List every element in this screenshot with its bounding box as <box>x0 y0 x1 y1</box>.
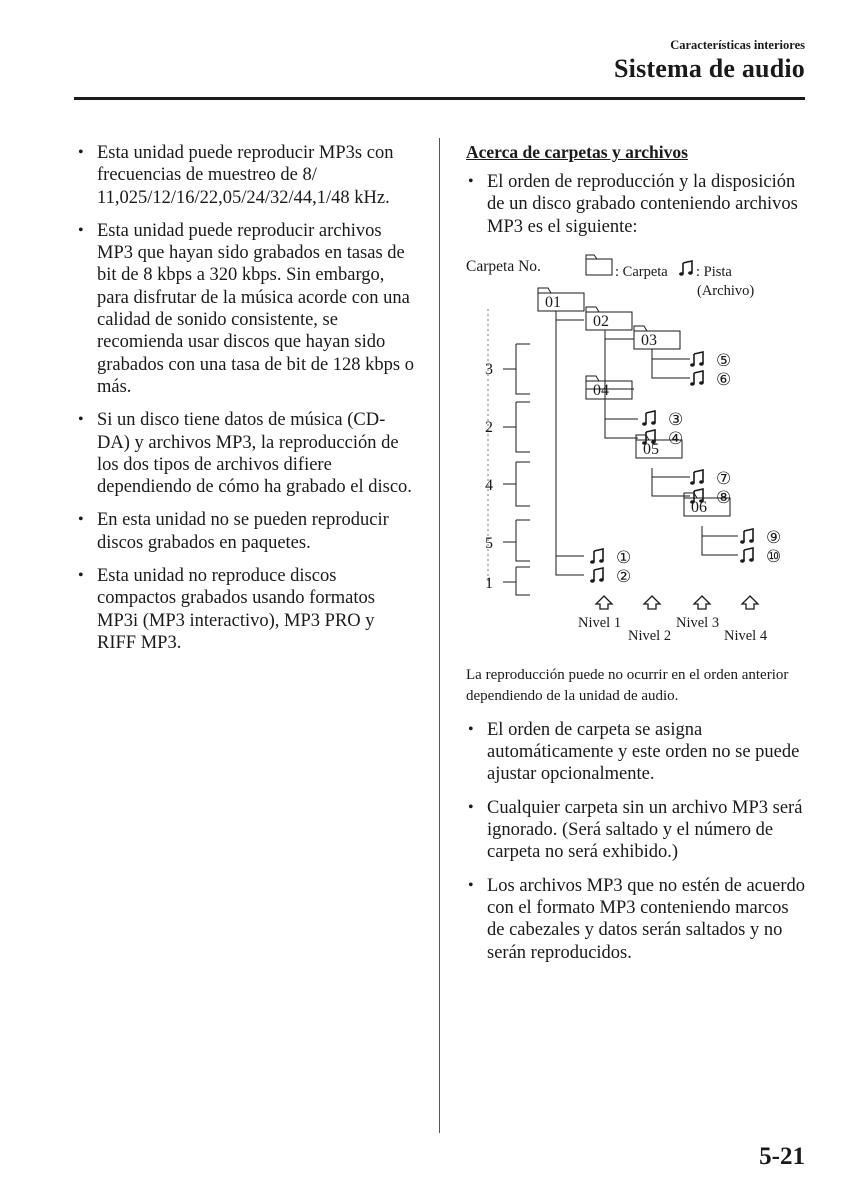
music-note-icon <box>740 548 754 563</box>
carpeta-no-label: Carpeta No. <box>466 257 541 275</box>
page-title: Sistema de audio <box>613 54 805 83</box>
level-arrow-icon <box>742 596 758 609</box>
section-heading: Acerca de carpetas y archivos <box>466 142 688 162</box>
music-note-icon <box>590 568 604 583</box>
bullet-text: Esta unidad no reproduce discos compactos grabados usando formatos MP3i (MP3 interactivo), MP3 PRO y RIFF MP3. <box>97 566 375 653</box>
list-item <box>76 565 418 654</box>
track-number: ⑤ <box>716 350 732 370</box>
level-label: Nivel 3 <box>676 614 720 631</box>
order-number: 1 <box>485 574 493 592</box>
bullet-icon: • <box>78 511 84 529</box>
left-bullet-list <box>76 142 418 654</box>
track-number: ⑨ <box>766 527 782 547</box>
music-note-icon <box>642 411 656 426</box>
level-label: Nivel 4 <box>724 627 768 644</box>
folder-number: 03 <box>641 331 657 349</box>
level-label: Nivel 1 <box>578 614 622 631</box>
bullet-text: Cualquier carpeta sin un archivo MP3 será ignorado. (Será saltado y el número de carpeta no será exhibido.) <box>487 797 803 863</box>
right-column <box>466 142 806 975</box>
bullet-icon: • <box>78 144 84 161</box>
list-item <box>466 797 806 864</box>
bullet-text: Los archivos MP3 que no estén de acuerdo con el formato MP3 conteniendo marcos de cabezales y datos serán saltados y no serán reproducidos. <box>487 875 806 963</box>
bullet-icon: • <box>78 567 84 585</box>
folder-number: 05 <box>643 440 659 458</box>
list-item <box>76 509 418 554</box>
music-note-icon <box>690 352 704 367</box>
list-item <box>466 719 806 786</box>
bullet-icon: • <box>78 411 84 429</box>
order-number: 5 <box>485 534 493 552</box>
bullet-text: En esta unidad no se pueden reproducir discos grabados en paquetes. <box>97 510 389 553</box>
page-number: 5-21 <box>759 1143 805 1170</box>
left-column <box>76 142 418 665</box>
bullet-text: Esta unidad puede reproducir archivos MP3 que hayan sido grabados en tasas de bit de 8 kbps a 320 kbps. Sin embargo, para disfrutar de la música acorde con una calidad de sonido consistente, se recomienda usar discos que hayan sido grabados con una tasa de bit de 128 kbps o más. <box>97 220 414 397</box>
legend-folder-label: : Carpeta <box>615 263 668 280</box>
track-number: ① <box>616 547 632 567</box>
bullet-icon: • <box>468 798 474 816</box>
folder-structure-diagram <box>466 249 806 659</box>
folder-number: 06 <box>691 498 707 516</box>
track-number: ⑧ <box>716 487 732 507</box>
section-title: Características interiores <box>670 38 805 52</box>
list-item <box>466 875 806 964</box>
level-arrow-icon <box>596 596 612 609</box>
column-divider <box>439 138 440 1133</box>
legend-track-note: (Archivo) <box>697 282 755 299</box>
track-number: ⑩ <box>766 546 782 566</box>
list-item <box>76 409 418 498</box>
bullet-text: El orden de carpeta se asigna automáticamente y este orden no se puede ajustar opcionalmente. <box>487 719 800 785</box>
track-number: ⑦ <box>716 468 732 488</box>
music-note-legend-icon <box>679 261 693 276</box>
intro-bullet-list <box>466 171 806 238</box>
bullet-text: Esta unidad puede reproducir MP3s con frecuencias de muestreo de 8/ 11,025/12/16/22,05/24/32/44,1/48 kHz. <box>97 143 394 208</box>
level-arrow-icon <box>694 596 710 609</box>
bullet-text: Si un disco tiene datos de música (CD-DA) y archivos MP3, la reproducción de los dos tipos de archivos difiere dependiendo de cómo ha grabado el disco. <box>97 410 412 498</box>
folder-number: 01 <box>545 293 561 311</box>
list-item <box>76 142 418 209</box>
folder-legend-icon <box>586 255 612 275</box>
bullet-icon: • <box>468 173 474 190</box>
bullet-icon: • <box>468 876 474 894</box>
bullet-icon: • <box>468 720 474 738</box>
level-arrow-icon <box>644 596 660 609</box>
folder-number: 02 <box>593 312 609 330</box>
music-note-icon <box>690 371 704 386</box>
order-number: 3 <box>485 360 493 378</box>
order-brackets <box>503 344 530 595</box>
legend-track-label: : Pista <box>696 263 732 280</box>
order-number: 2 <box>485 418 493 436</box>
order-number: 4 <box>485 476 493 494</box>
list-item <box>76 220 418 398</box>
bullet-text: El orden de reproducción y la disposición de un disco grabado conteniendo archivos MP3 es el siguiente: <box>487 172 798 237</box>
right-bullet-list <box>466 719 806 964</box>
level-label: Nivel 2 <box>628 627 672 644</box>
track-number: ④ <box>668 428 684 448</box>
bullet-icon: • <box>78 221 84 239</box>
track-number: ⑥ <box>716 369 732 389</box>
track-number: ③ <box>668 409 684 429</box>
track-number: ② <box>616 566 632 586</box>
music-note-icon <box>740 529 754 544</box>
music-note-icon <box>590 549 604 564</box>
list-item <box>466 171 806 238</box>
music-note-icon <box>690 470 704 485</box>
header-divider <box>74 97 805 100</box>
diagram-caption: La reproducción puede no ocurrir en el orden anterior dependiendo de la unidad de audio. <box>466 666 789 704</box>
folder-number: 04 <box>593 381 609 399</box>
